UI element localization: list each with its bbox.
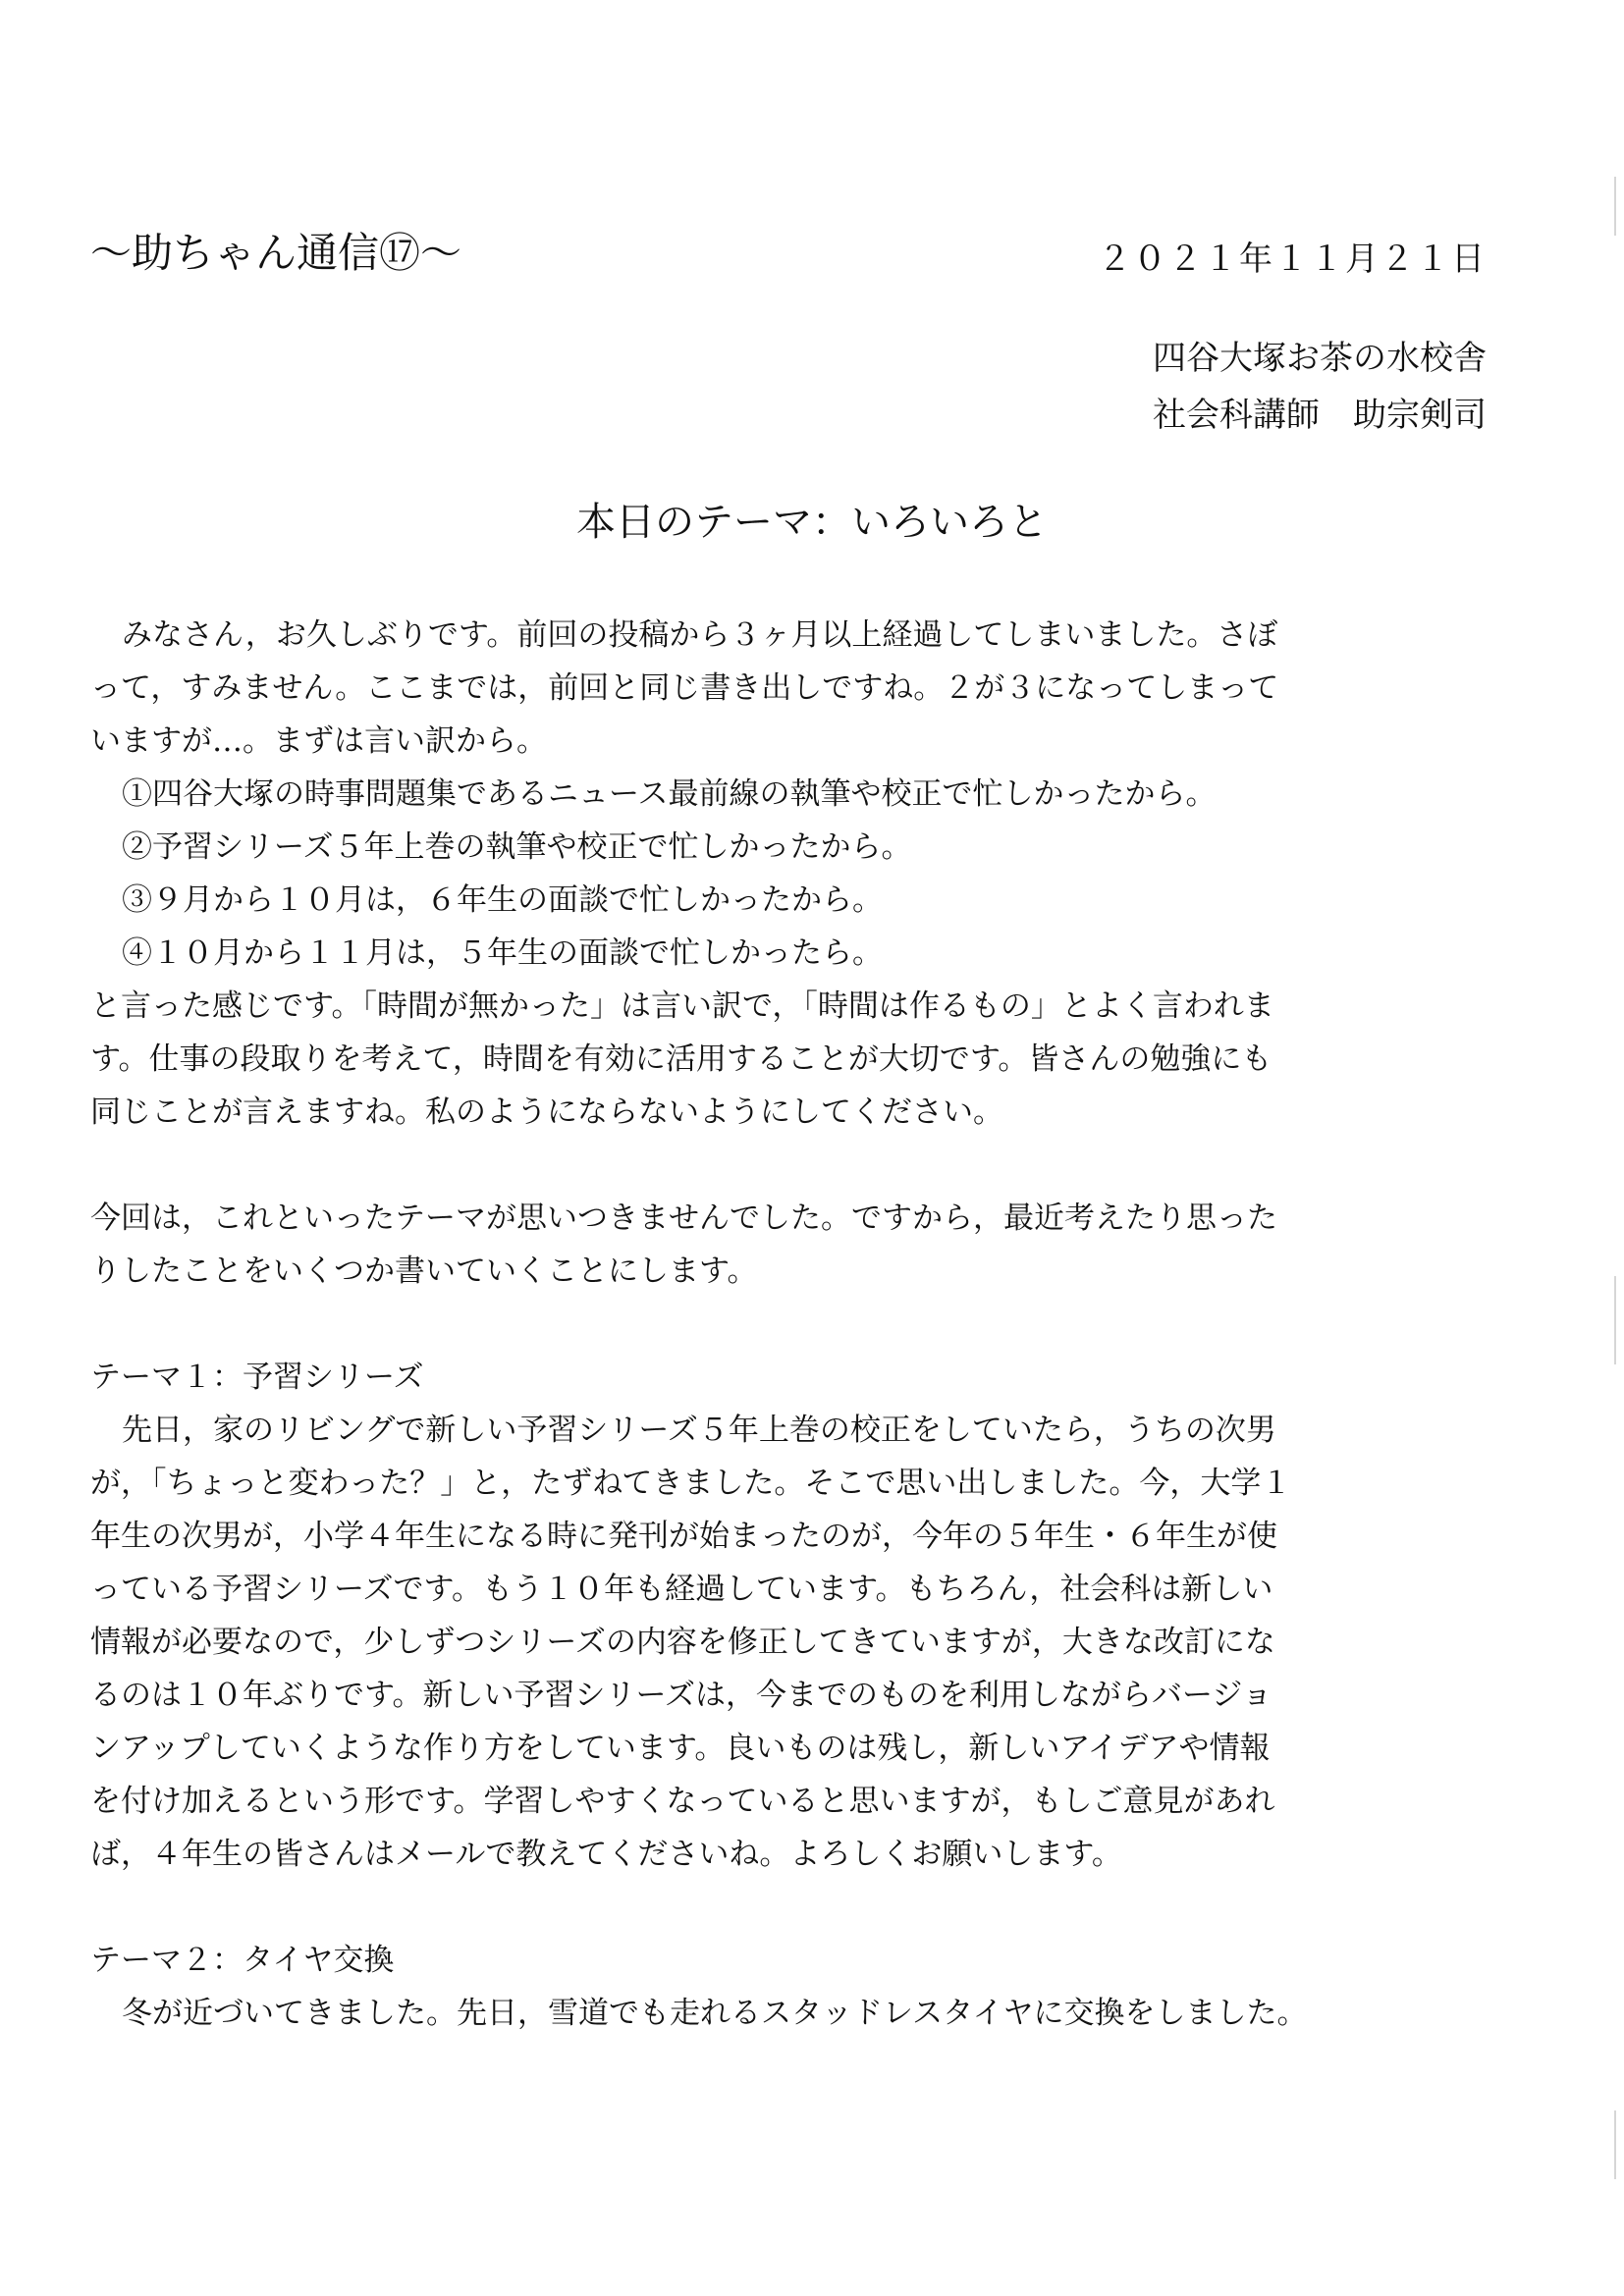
section1-line: ンアップしていくような作り方をしています。良いものは残し，新しいアイデアや情報 (90, 1731, 1271, 1766)
section1-line: が，「ちょっと変わった？」と，たずねてきました。そこで思い出しました。今，大学１ (90, 1466, 1292, 1501)
scan-edge-mark (1614, 1276, 1616, 1364)
closing-line: と言った感じです。「時間が無かった」は言い訳で，「時間は作るもの」とよく言われま (90, 988, 1274, 1024)
paragraph-spacer (90, 1298, 1489, 1351)
school-name: 四谷大塚お茶の水校舎 (1153, 339, 1487, 378)
scan-edge-mark (1614, 2110, 1616, 2179)
author-name: 社会科講師 助宗剣司 (1153, 396, 1487, 435)
reason-item: ④１０月から１１月は，５年生の面談で忙しかったら。 (122, 935, 883, 971)
section2-line: 冬が近づいてきました。先日，雪道でも走れるスタッドレスタイヤに交換をしました。 (122, 1996, 1308, 2031)
note-line: 今回は，これといったテーマが思いつきませんでした。ですから，最近考えたり思った (90, 1201, 1277, 1236)
newsletter-title: ～助ちゃん通信⑰～ (90, 229, 462, 277)
theme-heading: 本日のテーマ：いろいろと (576, 500, 1048, 545)
section1-line: 年生の次男が，小学４年生になる時に発刊が始まったのが，今年の５年生・６年生が使 (90, 1519, 1277, 1554)
reason-item: ③９月から１０月は，６年生の面談で忙しかったから。 (122, 882, 883, 918)
closing-line: 同じことが言えますね。私のようにならないようにしてください。 (90, 1095, 1003, 1130)
section2-heading: テーマ２：タイヤ交換 (90, 1943, 395, 1978)
author-affiliation (1153, 330, 1487, 444)
intro-line: って，すみません。ここまでは，前回と同じ書き出しですね。２が３になってしまって (90, 670, 1279, 706)
paragraph-spacer (90, 1139, 1489, 1192)
issue-date: ２０２１年１１月２１日 (1098, 240, 1487, 279)
section1-line: 情報が必要なので，少しずつシリーズの内容を修正してきていますが，大きな改訂にな (90, 1625, 1275, 1660)
section1-line: 先日，家のリビングで新しい予習シリーズ５年上巻の校正をしていたら，うちの次男 (122, 1413, 1276, 1448)
intro-line: いますが…。まずは言い訳から。 (90, 723, 547, 759)
section1-line: ば，４年生の皆さんはメールで教えてくださいね。よろしくお願いします。 (90, 1837, 1122, 1872)
article-body (90, 609, 1489, 2040)
section1-line: を付け加えるという形です。学習しやすくなっていると思いますが，もしご意見があれ (90, 1784, 1275, 1819)
intro-line: みなさん，お久しぶりです。前回の投稿から３ヶ月以上経過してしまいました。さぼ (122, 617, 1278, 653)
note-line: りしたことをいくつか書いていくことにします。 (90, 1254, 758, 1289)
reason-item: ①四谷大塚の時事問題集であるニュース最前線の執筆や校正で忙しかったから。 (122, 776, 1217, 812)
section1-line: るのは１０年ぶりです。新しい予習シリーズは，今までのものを利用しながらバージョ (90, 1678, 1272, 1713)
section1-heading: テーマ１：予習シリーズ (90, 1360, 424, 1395)
closing-line: す。仕事の段取りを考えて，時間を有効に活用することが大切です。皆さんの勉強にも (90, 1041, 1272, 1077)
scan-edge-mark (1614, 177, 1616, 236)
section1-line: っている予習シリーズです。もう１０年も経過しています。もちろん，社会科は新しい (90, 1572, 1273, 1607)
paragraph-spacer (90, 1881, 1489, 1934)
reason-item: ②予習シリーズ５年上巻の執筆や校正で忙しかったから。 (122, 829, 912, 865)
